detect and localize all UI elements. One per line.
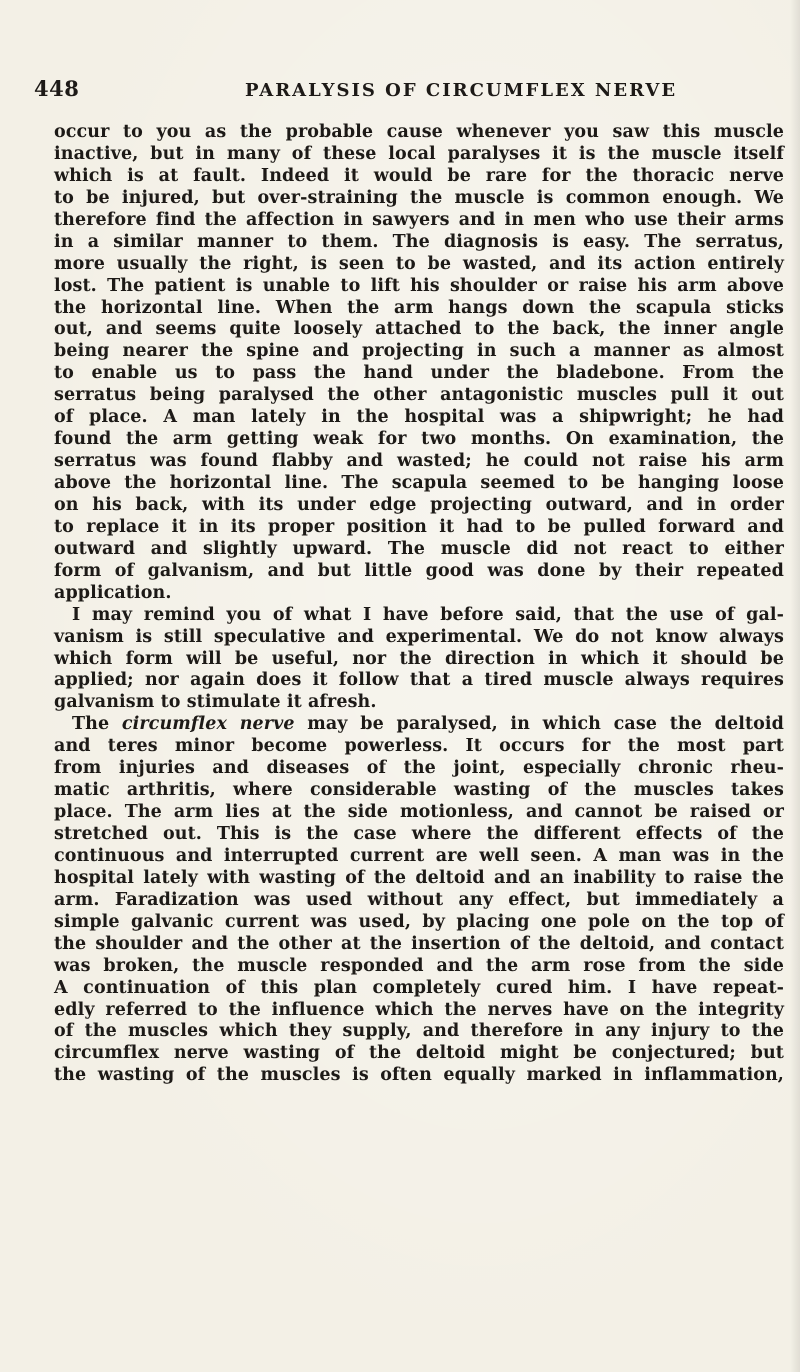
text-line: stretched out. This is the case where the different effects of the [54,824,784,844]
text-line: the shoulder and the other at the insertion of the deltoid, and contact [54,933,784,954]
text-line: to be injured, but over-straining the muscle is common enough. We [54,187,784,208]
page-number: 448 [34,76,80,101]
text-line: lost. The patient is unable to lift his shoulder or raise his arm above [54,275,784,296]
text-line: hospital lately with wasting of the deltoid and an inability to raise the [54,867,784,888]
text-line: was broken, the muscle responded and the arm rose from the side [54,955,784,976]
text-line: which form will be useful, nor the direction in which it should be [54,648,784,669]
text-line: from injuries and diseases of the joint, especially chronic rheu- [54,758,784,779]
text-line: on his back, with its under edge projecting outward, and in order [54,494,784,515]
text-line: application. [54,582,172,603]
body-text [54,122,784,1087]
text-line: A continuation of this plan completely cured him. I have repeat- [54,977,784,998]
text-line: form of galvanism, and but little good was done by their repeated [54,560,784,581]
text-line: therefore find the affection in sawyers and in men who use their arms [54,209,784,230]
text-line: galvanism to stimulate it afresh. [54,692,377,713]
text-line: applied; nor again does it follow that a tired muscle always requires [54,670,784,691]
text-line: being nearer the spine and projecting in such a manner as almost [54,341,784,362]
paragraph-start-line [54,714,784,736]
text-line: place. The arm lies at the side motionless, and cannot be raised or [54,802,784,823]
text-line: simple galvanic current was used, by placing one pole on the top of [54,911,784,932]
text-line: more usually the right, is seen to be wasted, and its action entirely [54,253,784,274]
text-line: which is at fault. Indeed it would be rare for the thoracic nerve [54,165,784,186]
text-line: to replace it in its proper position it had to be pulled forward and [54,516,784,537]
text-line: of the muscles which they supply, and therefore in any injury to the [54,1021,784,1042]
text-line: occur to you as the probable cause whenever you saw this muscle [54,122,784,142]
text-line: edly referred to the influence which the nerves have on the integrity [54,999,784,1020]
text-line: found the arm getting weak for two months. On examination, the [54,429,784,450]
text-suffix: may be paralysed, in which case the deltoid [294,714,784,735]
text-line: in a similar manner to them. The diagnosis is easy. The serratus, [54,231,784,252]
text-line: and teres minor become powerless. It occurs for the most part [54,736,784,757]
page-edge-shadow [790,0,800,1372]
text-prefix: The [72,714,122,735]
text-line: of place. A man lately in the hospital was a shipwright; he had [54,407,784,428]
text-line: above the horizontal line. The scapula seemed to be hanging loose [54,473,784,493]
text-line: serratus was found flabby and wasted; he could not raise his arm [54,451,784,472]
italic-term: circumflex nerve [121,714,295,735]
text-line: out, and seems quite loosely attached to the back, the inner angle [54,319,784,340]
text-line: serratus being paralysed the other antagonistic muscles pull it out [54,385,784,406]
paragraph-start-line: I may remind you of what I have before said, that the use of gal- [72,604,784,625]
running-head: PARALYSIS OF CIRCUMFLEX NERVE [245,80,678,101]
text-line: arm. Faradization was used without any effect, but immediately a [54,889,784,910]
text-line: the wasting of the muscles is often equally marked in inflammation, [54,1065,784,1086]
text-line: circumflex nerve wasting of the deltoid might be conjectured; but [54,1043,784,1064]
text-line: vanism is still speculative and experimental. We do not know always [54,626,784,647]
text-line: matic arthritis, where considerable wasting of the muscles takes [54,780,784,801]
text-line: to enable us to pass the hand under the bladebone. From the [54,363,784,384]
text-line: the horizontal line. When the arm hangs down the scapula sticks [54,297,784,318]
text-line: inactive, but in many of these local paralyses it is the muscle itself [54,143,784,164]
text-line: outward and slightly upward. The muscle did not react to either [54,538,784,559]
text-line: continuous and interrupted current are well seen. A man was in the [54,845,784,866]
